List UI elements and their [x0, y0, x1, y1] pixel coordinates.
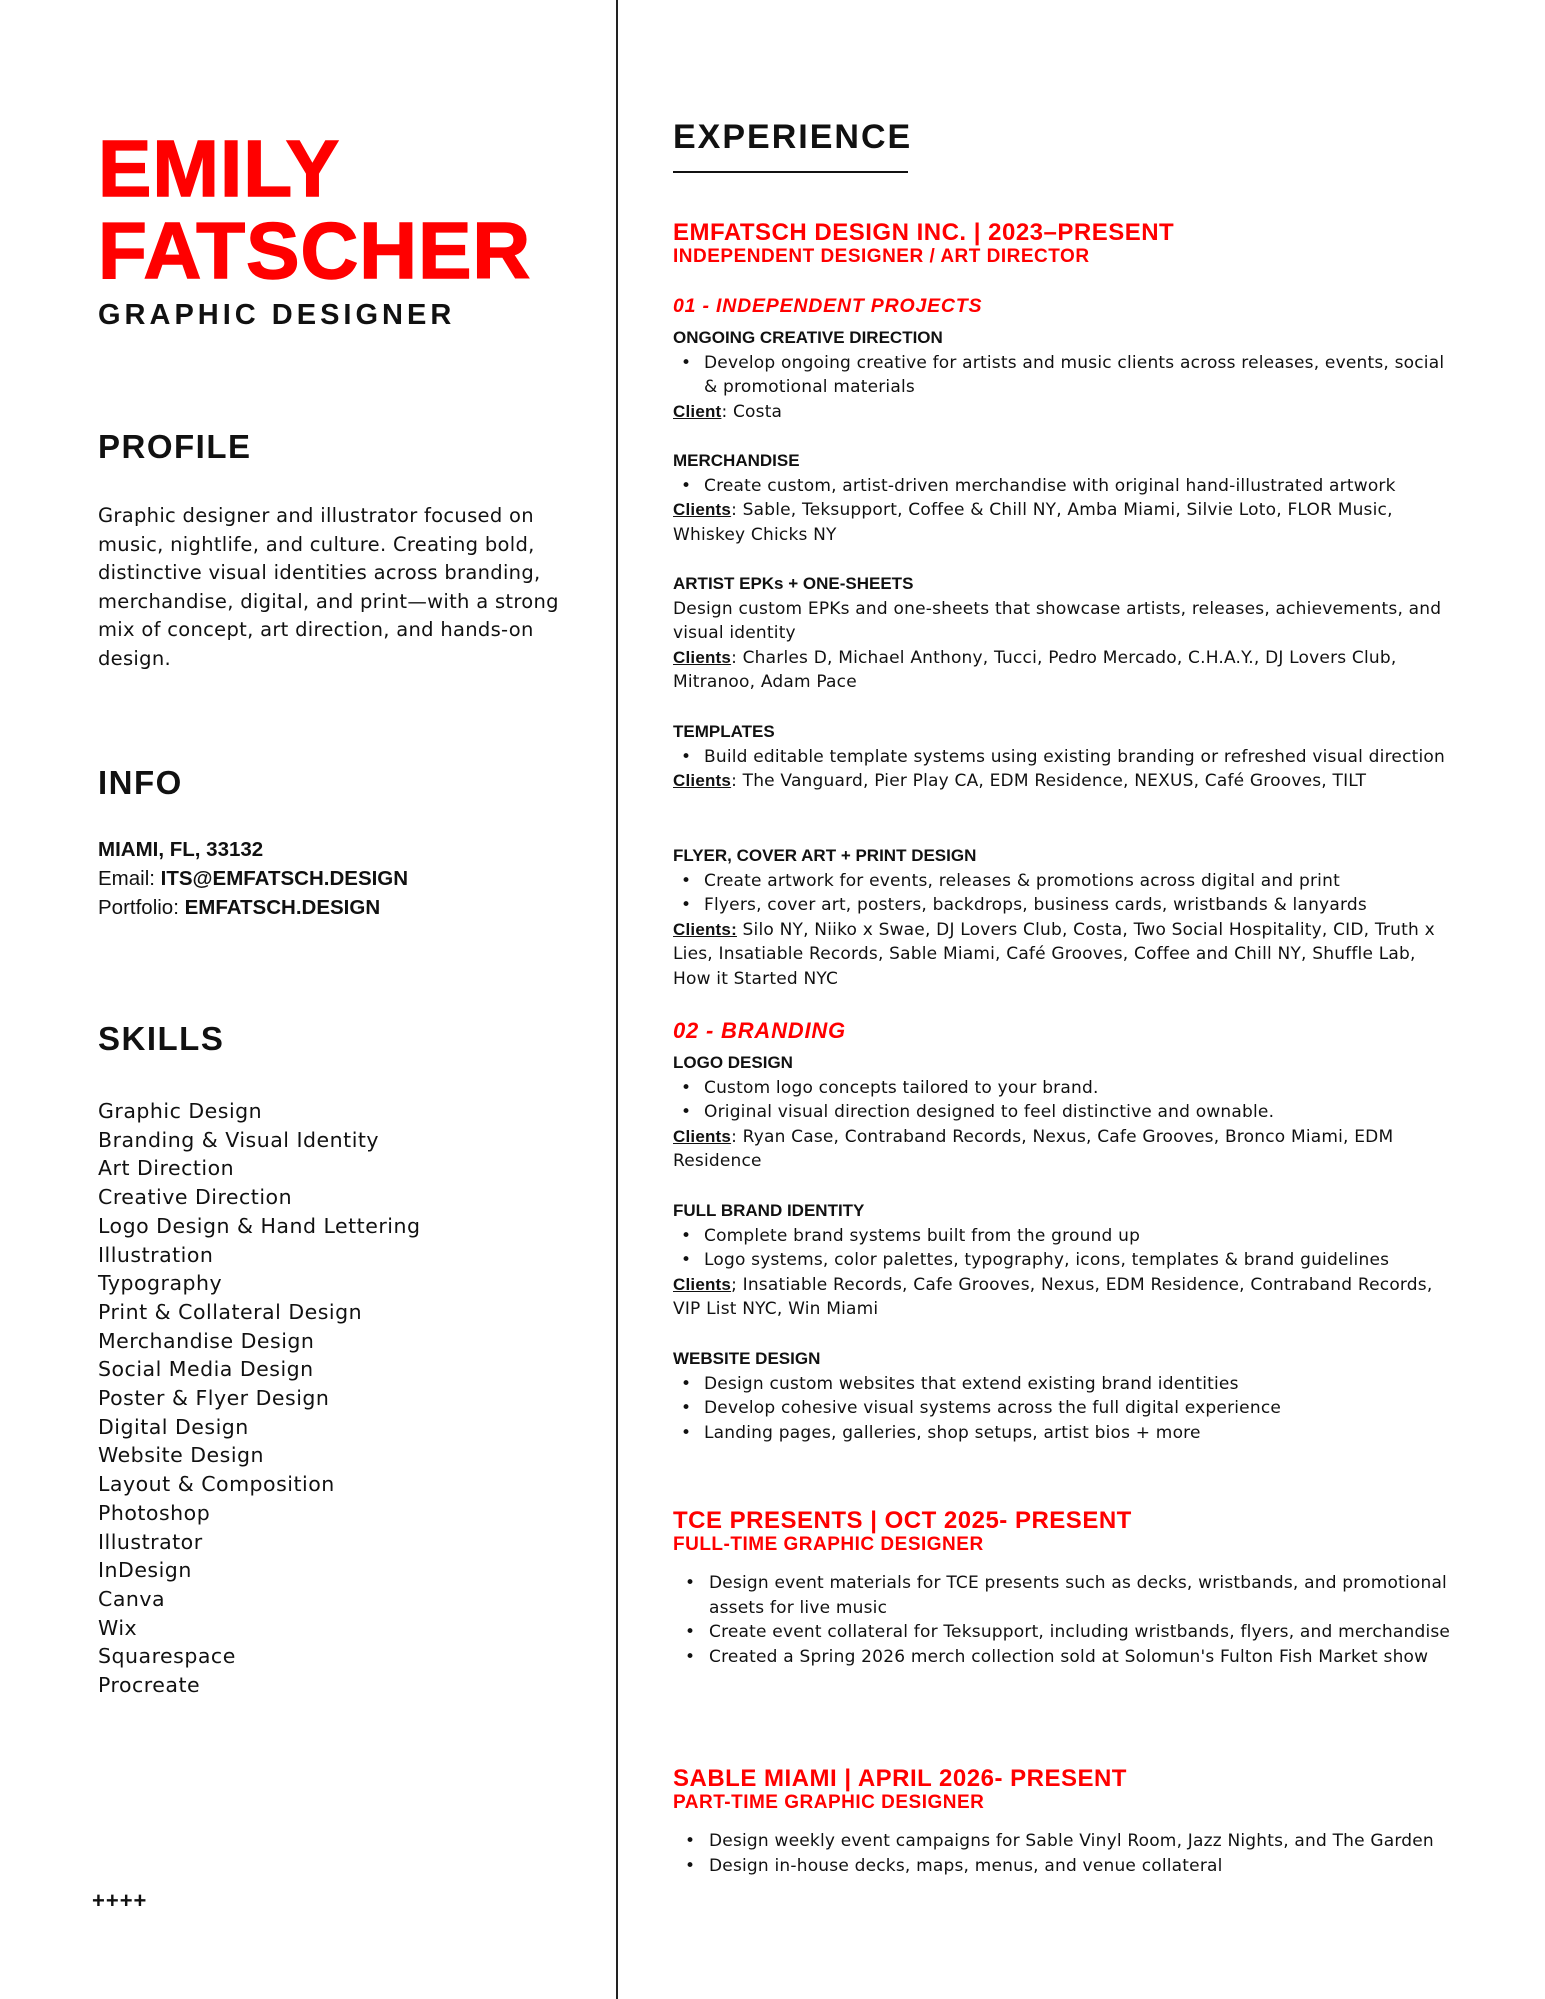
skill-item: Photoshop: [98, 1500, 211, 1525]
skill-item: Digital Design: [98, 1414, 249, 1439]
bullet: • Complete brand systems built from the ground up: [673, 1224, 1453, 1249]
bullet: • Design event materials for TCE presents such as decks, wristbands, and promotional assets for live music: [673, 1571, 1453, 1620]
job-tce-presents: [673, 1507, 1453, 1669]
profile-text: Graphic designer and illustrator focused on music, nightlife, and culture. Creating bold, distinctive visual identities across branding, merchandise, digital, and print—with a strong mix of concept, art direction, and hands-on design.: [98, 504, 559, 670]
item-heading: LOGO DESIGN: [673, 1053, 793, 1072]
item-heading: WEBSITE DESIGN: [673, 1349, 821, 1368]
clients-line: [673, 400, 1453, 425]
skills-list: [98, 1097, 420, 1700]
clients-list: : Ryan Case, Contraband Records, Nexus, Cafe Grooves, Bronco Miami, EDM Residence: [673, 1126, 1394, 1172]
clients-list: Silo NY, Niiko x Swae, DJ Lovers Club, Costa, Two Social Hospitality, CID, Truth x Lies, Insatiable Records, Sable Miami, Café Grooves, Coffee and Chill NY, Shuffle Lab, How it Started NYC: [673, 919, 1435, 989]
job-role: INDEPENDENT DESIGNER / ART DIRECTOR: [673, 246, 1090, 267]
section-branding: 02 - BRANDING: [673, 1018, 846, 1043]
job-title: SABLE MIAMI | APRIL 2026- PRESENT: [673, 1765, 1127, 1792]
clients-label: Client: [673, 401, 722, 421]
clients-label: Clients: [673, 1126, 732, 1146]
clients-label: Clients: [673, 1274, 732, 1294]
bullet: • Develop ongoing creative for artists and music clients across releases, events, social & promotional materials: [673, 351, 1453, 400]
item-artist-epks: [673, 572, 1453, 695]
job-role: FULL-TIME GRAPHIC DESIGNER: [673, 1534, 984, 1555]
item-heading: ONGOING CREATIVE DIRECTION: [673, 328, 943, 347]
bullet: • Flyers, cover art, posters, backdrops, business cards, wristbands & lanyards: [673, 893, 1453, 918]
skill-item: Branding & Visual Identity: [98, 1127, 380, 1152]
first-name: EMILY: [98, 124, 341, 213]
bullet: • Create artwork for events, releases & promotions across digital and print: [673, 869, 1453, 894]
bullet: • Design in-house decks, maps, menus, and venue collateral: [673, 1854, 1453, 1879]
skill-item: Merchandise Design: [98, 1328, 315, 1353]
clients-list: : Charles D, Michael Anthony, Tucci, Pedro Mercado, C.H.A.Y., DJ Lovers Club, Mitranoo, Adam Pace: [673, 647, 1397, 693]
skill-item: Creative Direction: [98, 1185, 293, 1210]
portfolio-link[interactable]: EMFATSCH.DESIGN: [184, 896, 381, 919]
skill-item: Social Media Design: [98, 1357, 314, 1382]
job-title: TCE PRESENTS | OCT 2025- PRESENT: [673, 1507, 1132, 1534]
item-templates: [673, 720, 1453, 794]
last-name: FATSCHER: [98, 206, 532, 295]
skills-heading: SKILLS: [98, 1020, 225, 1057]
column-divider: [616, 0, 618, 1999]
skill-item: Squarespace: [98, 1644, 236, 1669]
item-logo-design: [673, 1051, 1453, 1174]
bullet: • Created a Spring 2026 merch collection sold at Solomun's Fulton Fish Market show: [673, 1645, 1453, 1670]
candidate-name: [98, 124, 532, 295]
job-emfatsch: [673, 219, 1453, 268]
skill-item: Illustrator: [98, 1529, 203, 1554]
clients-list: : Sable, Teksupport, Coffee & Chill NY, Amba Miami, Silvie Loto, FLOR Music, Whiskey Chicks NY: [673, 500, 1393, 545]
portfolio-label: Portfolio:: [98, 896, 185, 919]
heading-underline: [673, 171, 908, 173]
skill-item: Art Direction: [98, 1156, 235, 1181]
clients-label: Clients: [673, 500, 732, 520]
skill-item: Poster & Flyer Design: [98, 1386, 330, 1411]
clients-list: : The Vanguard, Pier Play CA, EDM Residence, NEXUS, Café Grooves, TILT: [731, 771, 1367, 792]
bullet: • Create event collateral for Teksupport, including wristbands, flyers, and merchandise: [673, 1620, 1453, 1645]
item-full-brand-identity: [673, 1199, 1453, 1322]
item-merchandise: [673, 449, 1453, 547]
location: MIAMI, FL, 33132: [98, 838, 264, 861]
item-website-design: [673, 1347, 1453, 1445]
skill-item: Website Design: [98, 1443, 265, 1468]
skill-item: Typography: [98, 1271, 223, 1296]
profile-heading: PROFILE: [98, 428, 252, 465]
clients-label: Clients:: [673, 919, 737, 939]
job-role: PART-TIME GRAPHIC DESIGNER: [673, 1792, 985, 1813]
bullet: • Landing pages, galleries, shop setups, artist bios + more: [673, 1421, 1453, 1446]
item-text: Design custom EPKs and one-sheets that showcase artists, releases, achievements, and visual identity: [673, 598, 1442, 644]
bullet: • Create custom, artist-driven merchandise with original hand-illustrated artwork: [673, 474, 1453, 499]
item-heading: TEMPLATES: [673, 722, 775, 741]
clients-label: Clients: [673, 771, 732, 791]
bullet: • Custom logo concepts tailored to your brand.: [673, 1076, 1453, 1101]
skill-item: Canva: [98, 1586, 166, 1611]
info-heading: INFO: [98, 764, 183, 801]
job-title: EMFATSCH DESIGN INC. | 2023–PRESENT: [673, 219, 1175, 246]
clients-line: [673, 498, 1453, 547]
clients-label: Clients: [673, 647, 732, 667]
bullet: • Logo systems, color palettes, typography, icons, templates & brand guidelines: [673, 1248, 1453, 1273]
email-label: Email:: [98, 867, 161, 890]
email-link[interactable]: ITS@EMFATSCH.DESIGN: [160, 867, 409, 890]
item-heading: MERCHANDISE: [673, 451, 800, 470]
clients-line: [673, 1273, 1453, 1322]
skill-item: Layout & Composition: [98, 1472, 335, 1497]
clients-line: [673, 918, 1453, 992]
skill-item: Illustration: [98, 1242, 214, 1267]
item-heading: FULL BRAND IDENTITY: [673, 1201, 865, 1220]
skill-item: Logo Design & Hand Lettering: [98, 1213, 421, 1238]
skill-item: Wix: [98, 1615, 138, 1640]
clients-list: ; Insatiable Records, Cafe Grooves, Nexus, EDM Residence, Contraband Records, VIP List NYC, Win Miami: [673, 1274, 1433, 1320]
bullet: • Develop cohesive visual systems across the full digital experience: [673, 1396, 1453, 1421]
bullet: • Design weekly event campaigns for Sable Vinyl Room, Jazz Nights, and The Garden: [673, 1829, 1453, 1854]
footer-mark: ++++: [92, 1888, 148, 1913]
section-independent-projects: 01 - INDEPENDENT PROJECTS: [673, 295, 983, 317]
skill-item: Print & Collateral Design: [98, 1299, 363, 1324]
clients-line: [673, 646, 1453, 695]
skill-item: Procreate: [98, 1673, 201, 1698]
skill-item: Graphic Design: [98, 1099, 263, 1123]
item-heading: FLYER, COVER ART + PRINT DESIGN: [673, 846, 977, 865]
clients-line: [673, 769, 1453, 794]
job-sable-miami: [673, 1765, 1453, 1878]
clients-list: : Costa: [721, 401, 783, 422]
item-ongoing-creative-direction: [673, 326, 1453, 424]
clients-line: [673, 1125, 1453, 1174]
bullet: • Build editable template systems using existing branding or refreshed visual direction: [673, 745, 1453, 770]
job-title: GRAPHIC DESIGNER: [98, 299, 456, 331]
item-flyer-cover-art: [673, 844, 1453, 992]
bullet: • Original visual direction designed to feel distinctive and ownable.: [673, 1100, 1453, 1125]
info-block: [98, 835, 408, 922]
skill-item: InDesign: [98, 1558, 192, 1583]
experience-heading: EXPERIENCE: [673, 118, 913, 156]
bullet: • Design custom websites that extend existing brand identities: [673, 1372, 1453, 1397]
item-heading: ARTIST EPKs + ONE-SHEETS: [673, 574, 914, 593]
